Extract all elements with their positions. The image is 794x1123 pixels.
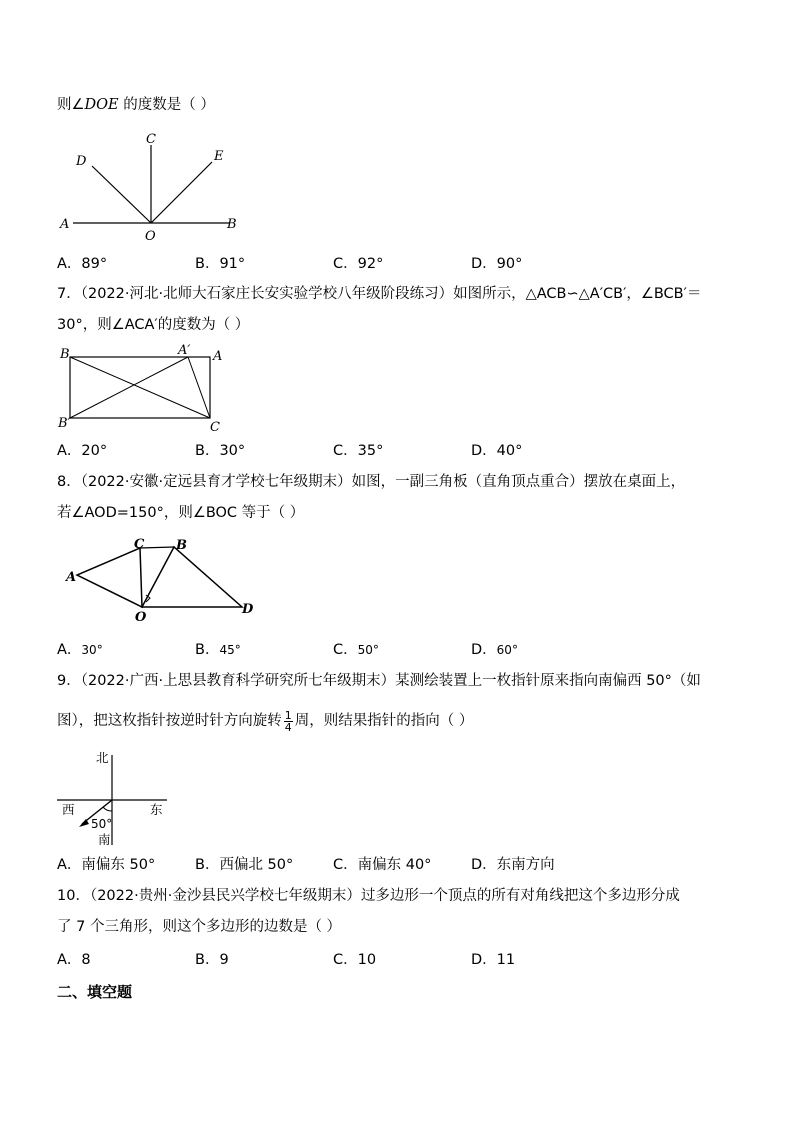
q7-stem-line1: 7．（2022·河北·北师大石家庄长安实验学校八年级阶段练习）如图所示，△ACB∽△A′CB′，∠BCB′＝ [57, 286, 702, 302]
q8-option-b[interactable]: B．45° [195, 642, 241, 658]
q10-option-a[interactable]: A．8 [57, 952, 91, 968]
q10-option-d[interactable]: D．11 [471, 952, 516, 968]
q8-label-b: B [176, 538, 187, 553]
q7-figure [57, 345, 232, 435]
q8-label-a: A [66, 570, 77, 585]
q9-option-a[interactable]: A．南偏东 50° [57, 857, 156, 873]
q9-label-west: 西 [62, 802, 75, 817]
q10-option-b[interactable]: B．9 [195, 952, 229, 968]
q7-label-c: C [210, 420, 220, 435]
q8-option-c[interactable]: C．50° [333, 642, 379, 658]
q9-option-d[interactable]: D．东南方向 [471, 857, 555, 873]
q7-label-b: B [60, 347, 70, 362]
q8-stem-line2: 若∠AOD=150°，则∠BOC 等于（ ） [57, 505, 305, 521]
q6-label-b: B [227, 217, 237, 232]
q9-label-east: 东 [150, 802, 163, 817]
q8-label-c: C [134, 537, 145, 552]
q9-stem-line2: 图），把这枚指针按逆时针方向旋转 $\frac{1}{4}$ 周，则结果指针的指向（ ） [57, 708, 474, 734]
section-heading-fill-in: 二、填空题 [57, 983, 133, 1001]
q6-label-e: E [214, 149, 224, 164]
q9-stem-line1: 9．（2022·广西·上思县教育科学研究所七年级期末）某测绘装置上一枚指针原来指向南偏西 50°（如 [57, 673, 701, 689]
q8-option-d[interactable]: D．60° [471, 642, 518, 658]
q6-label-o: O [145, 229, 156, 244]
q8-label-d: D [242, 602, 254, 617]
q8-stem-line1: 8．（2022·安徽·定远县育才学校七年级期末）如图，一副三角板（直角顶点重合）摆放在桌面上， [57, 474, 686, 490]
q6-option-c[interactable]: C．92° [333, 256, 384, 272]
q7-option-a[interactable]: A．20° [57, 443, 108, 459]
q9-option-c[interactable]: C．南偏东 40° [333, 857, 432, 873]
q9-figure [55, 745, 180, 850]
q6-option-d[interactable]: D．90° [471, 256, 523, 272]
q9-fraction: $\frac{1}{4}$ [284, 708, 292, 734]
q8-option-a[interactable]: A．30° [57, 642, 103, 658]
q6-label-d: D [76, 154, 87, 169]
q9-label-angle: 50° [91, 817, 113, 831]
q7-stem-line2: 30°，则∠ACA′的度数为（ ） [57, 317, 250, 333]
q7-label-b-prime: B′ [58, 416, 71, 431]
q6-option-a[interactable]: A．89° [57, 256, 108, 272]
q9-label-north: 北 [96, 750, 109, 765]
q7-option-b[interactable]: B．30° [195, 443, 246, 459]
q6-option-b[interactable]: B．91° [195, 256, 246, 272]
q6-label-c: C [146, 132, 156, 147]
q9-option-b[interactable]: B．西偏北 50° [195, 857, 294, 873]
q10-option-c[interactable]: C．10 [333, 952, 377, 968]
q10-stem-line2: 了 7 个三角形，则这个多边形的边数是（ ） [57, 919, 342, 935]
q8-figure [62, 535, 262, 630]
q6-figure [55, 125, 245, 245]
q8-label-o: O [135, 610, 147, 625]
q10-stem-line1: 10．（2022·贵州·金沙县民兴学校七年级期末）过多边形一个顶点的所有对角线把这个多边形分成 [57, 888, 680, 904]
q7-label-a: A [213, 349, 223, 364]
q7-option-c[interactable]: C．35° [333, 443, 384, 459]
q7-label-a-prime: A′ [178, 343, 191, 358]
q7-option-d[interactable]: D．40° [471, 443, 523, 459]
q6-stem: 则∠DOE 的度数是（ ） [57, 97, 215, 113]
q9-label-south: 南 [98, 832, 111, 847]
q6-label-a: A [60, 217, 70, 232]
